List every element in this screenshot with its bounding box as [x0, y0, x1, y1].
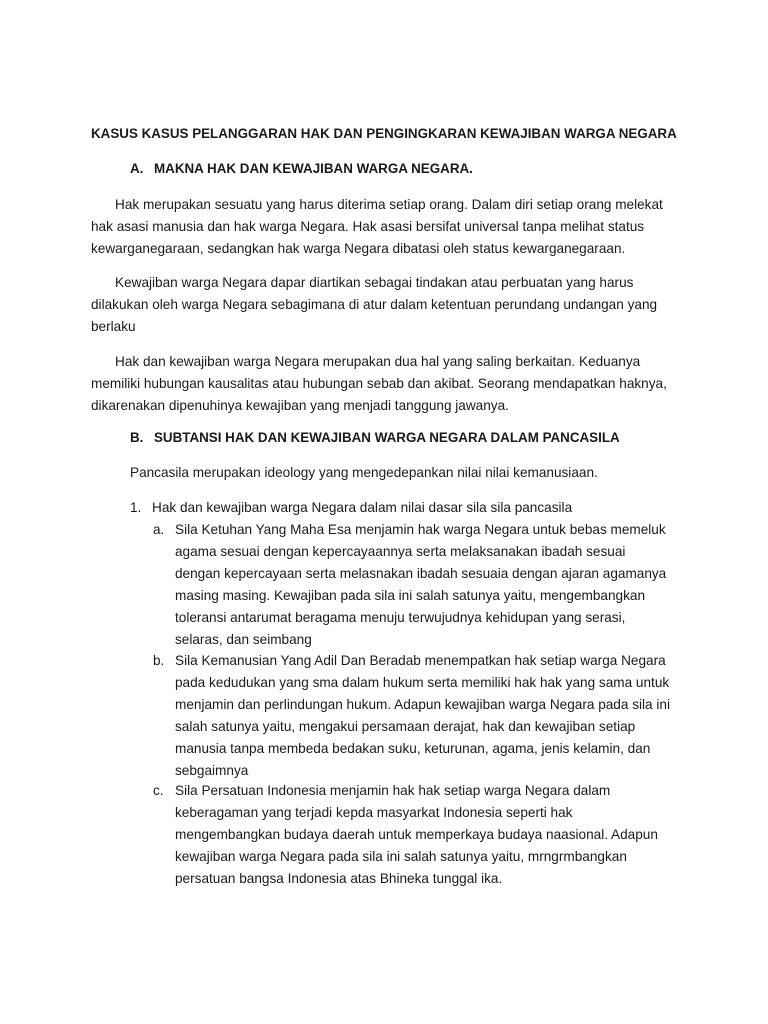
list-item-a — [153, 519, 673, 651]
section-b-heading-text: SUBTANSI HAK DAN KEWAJIBAN WARGA NEGARA DALAM PANCASILA — [154, 430, 620, 445]
section-a-paragraph-1: Hak merupakan sesuatu yang harus diterima setiap orang. Dalam diri setiap orang melekat hak asasi manusia dan hak warga Negara. Hak asasi bersifat universal tanpa melihat status kewarganegaraan, sedangkan hak warga Negara dibatasi oleh status kewarganegaraan. — [91, 197, 663, 256]
numbered-item-1-text: Hak dan kewajiban warga Negara dalam nilai dasar sila sila pancasila — [152, 500, 573, 515]
numbered-item-1 — [130, 497, 572, 519]
section-b-intro: Pancasila merupakan ideology yang mengedepankan nilai nilai kemanusiaan. — [130, 465, 598, 480]
section-a-heading — [130, 161, 473, 176]
section-b-label: B. — [130, 430, 144, 445]
list-item-b — [153, 650, 673, 782]
list-item-c-text: Sila Persatuan Indonesia menjamin hak hak setiap warga Negara dalam keberagaman yang terjadi kepda masyarkat Indonesia seperti hak mengembangkan budaya daerah untuk memperkaya budaya naasional. Adapun kewajiban warga Negara pada sila ini salah satunya yaitu, mrngrmbangkan persatuan bangsa Indonesia atas Bhineka tunggal ika. — [175, 783, 658, 886]
section-a-paragraph-2: Kewajiban warga Negara dapar diartikan sebagai tindakan atau perbuatan yang harus dilakukan oleh warga Negara sebagimana di atur dalam ketentuan perundang undangan yang berlaku — [91, 275, 658, 334]
list-item-b-letter: b. — [153, 653, 165, 668]
section-a-heading-text: MAKNA HAK DAN KEWAJIBAN WARGA NEGARA. — [154, 161, 473, 176]
list-item-a-text: Sila Ketuhan Yang Maha Esa menjamin hak warga Negara untuk bebas memeluk agama sesuai dengan kepercayaannya serta melaksanakan ibadah sesuai dengan kepercayaan serta melasnakan ibadah sesuaia dengan ajaran agamanya masing masing. Kewajiban pada sila ini salah satunya yaitu, mengembangkan toleransi antarumat beragama menuju terwujudnya kehidupan yang serasi, selaras, dan seimbang — [175, 522, 667, 647]
section-b-heading — [130, 430, 620, 445]
section-a-label: A. — [130, 161, 144, 176]
document-title: KASUS KASUS PELANGGARAN HAK DAN PENGINGKARAN KEWAJIBAN WARGA NEGARA — [91, 126, 677, 141]
list-item-b-text: Sila Kemanusian Yang Adil Dan Beradab menempatkan hak setiap warga Negara pada kedudukan yang sma dalam hukum serta memiliki hak hak yang sama untuk menjamin dan perlindungan hukum. Adapun kewajiban warga Negara pada sila ini salah satunya yaitu, mengakui persamaan derajat, hak dan kewajiban setiap manusia tanpa membeda bedakan suku, keturunan, agama, jenis kelamin, dan sebgaimnya — [175, 653, 670, 778]
list-item-c — [153, 780, 673, 890]
list-item-a-letter: a. — [153, 522, 165, 537]
list-item-c-letter: c. — [153, 783, 164, 798]
numbered-item-1-number: 1. — [130, 500, 142, 515]
section-a-paragraph-3: Hak dan kewajiban warga Negara merupakan dua hal yang saling berkaitan. Keduanya memiliki hubungan kausalitas atau hubungan sebab dan akibat. Seorang mendapatkan haknya, dikarenakan dipenuhinya kewajiban yang menjadi tanggung jawanya. — [91, 354, 667, 413]
